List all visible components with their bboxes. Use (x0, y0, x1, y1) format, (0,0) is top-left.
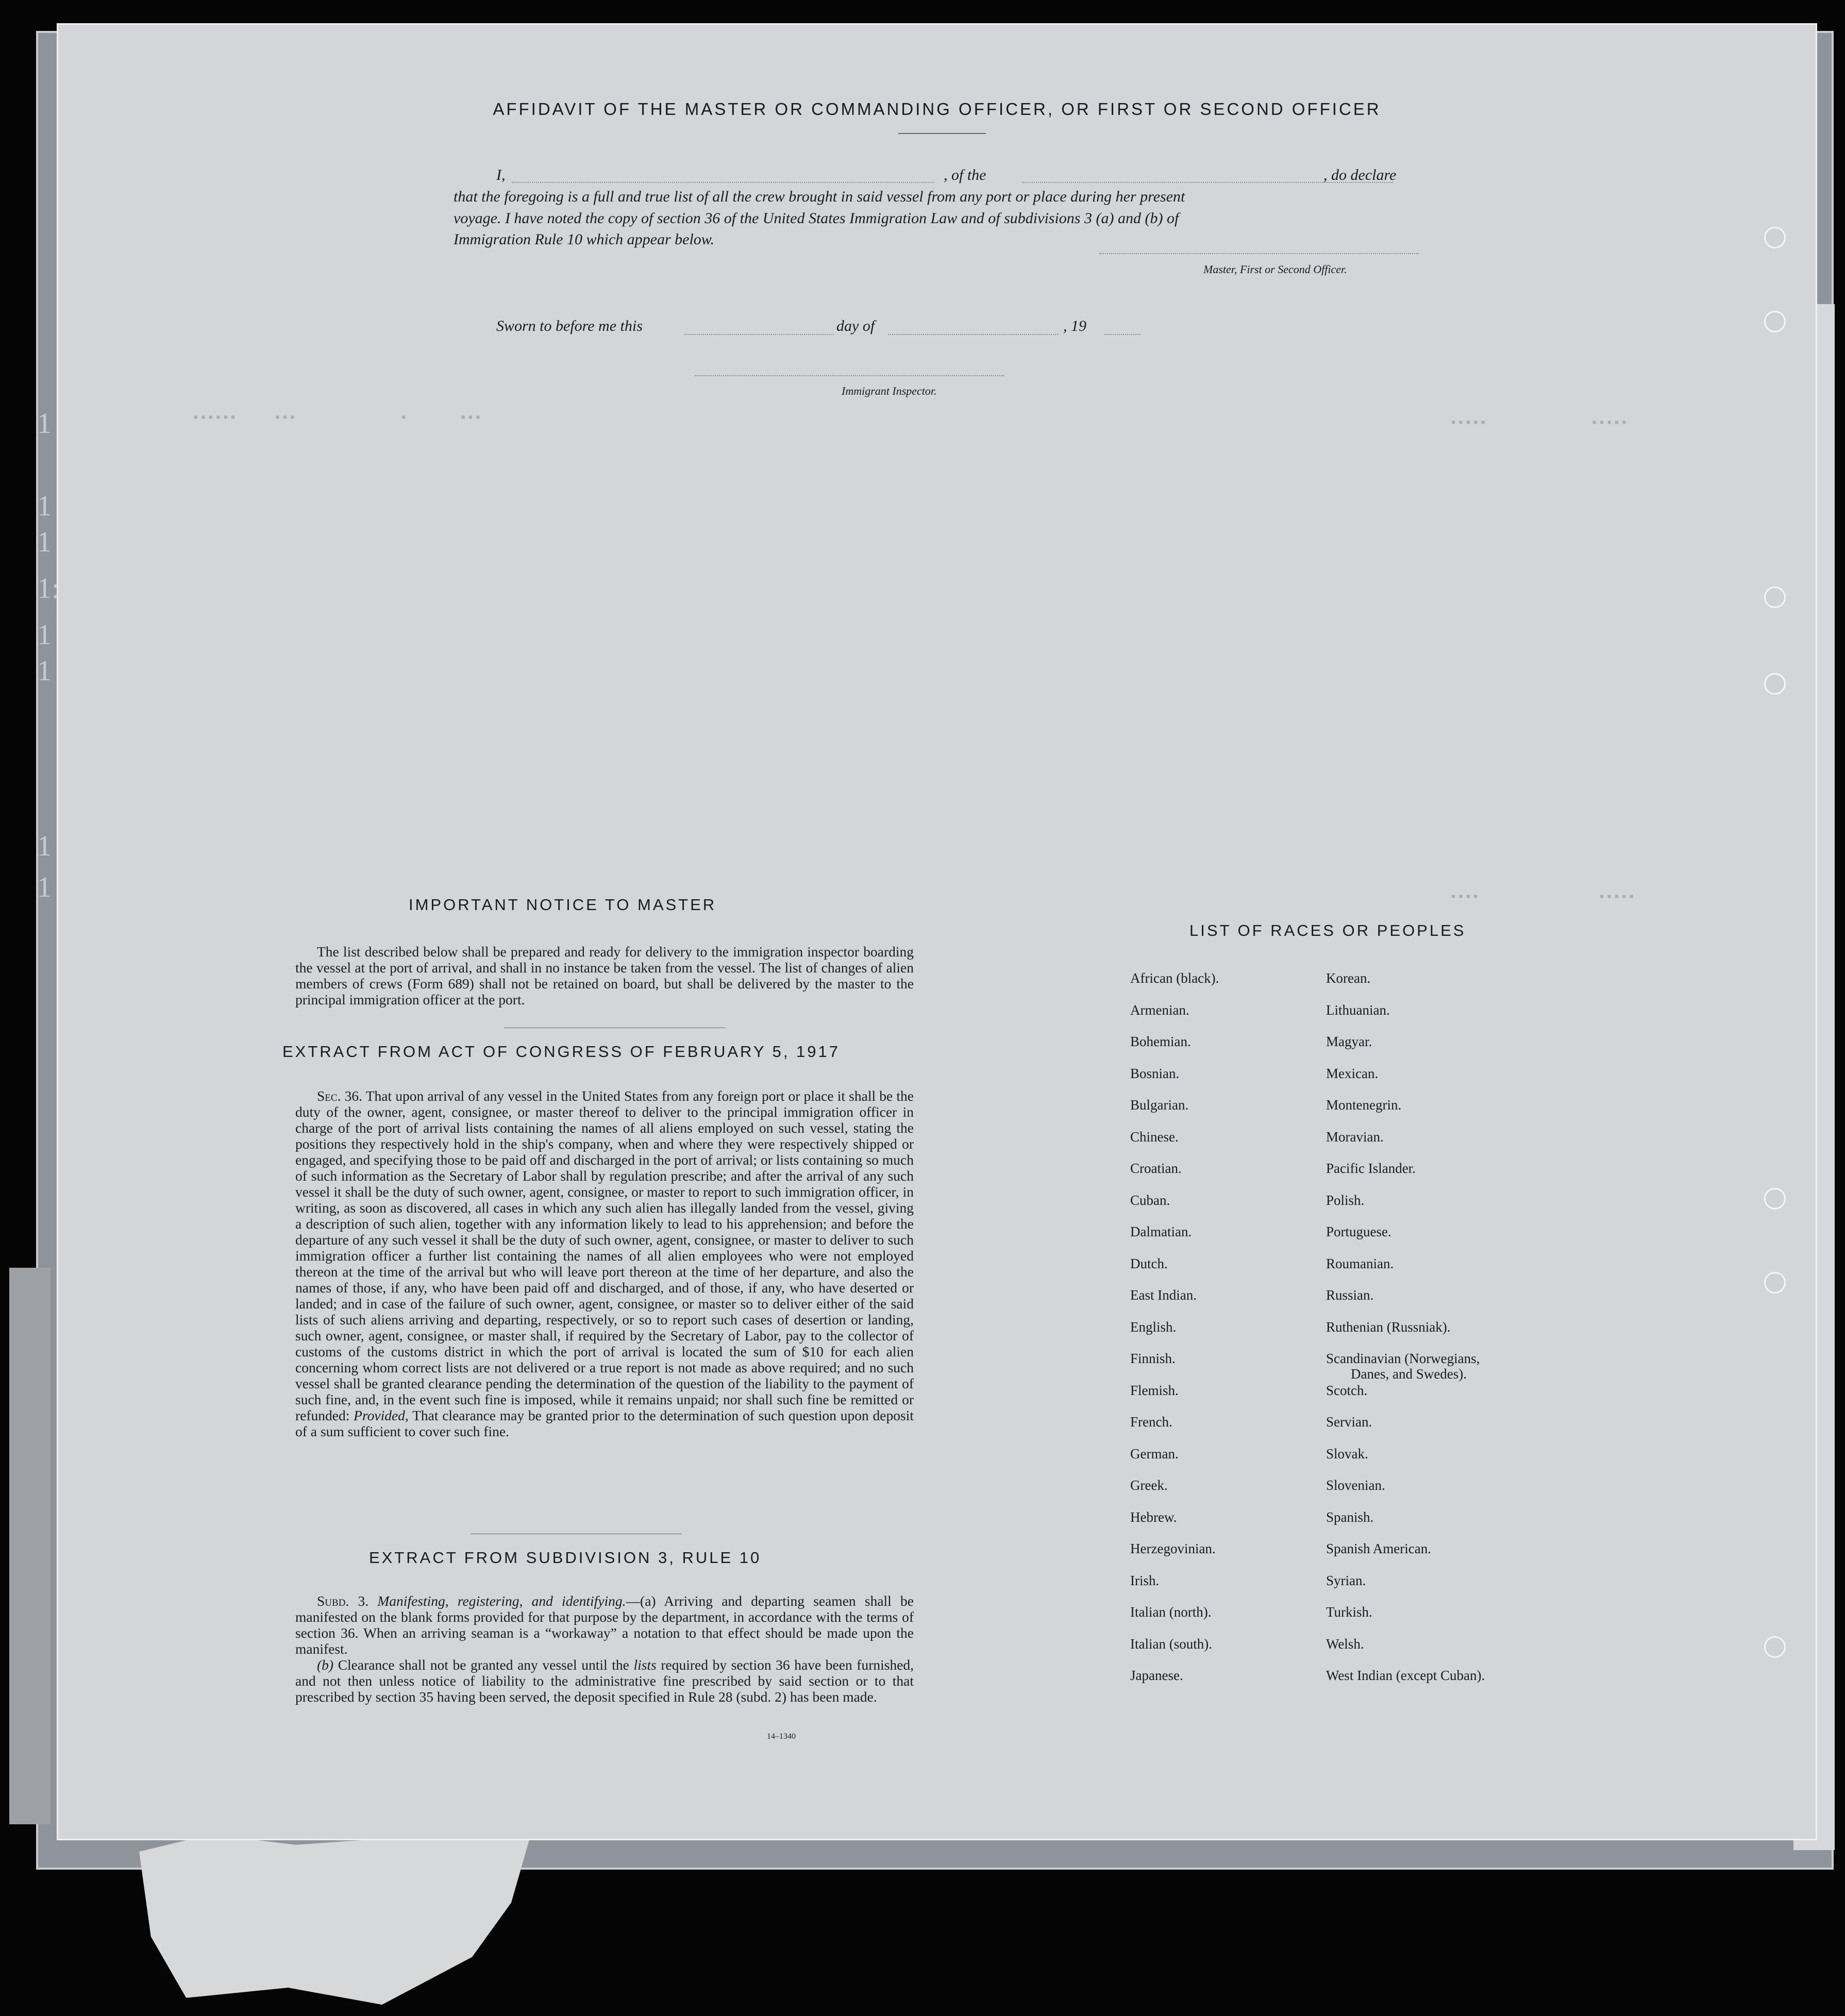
race-item: Bosnian. (1130, 1065, 1180, 1081)
title-rule (898, 133, 986, 134)
race-item: African (black). (1130, 970, 1219, 986)
torn-paper-left (9, 1268, 51, 1824)
race-item: Greek. (1130, 1477, 1168, 1493)
race-item: Slovak. (1326, 1446, 1368, 1461)
inspector-label: Immigrant Inspector. (842, 384, 937, 397)
race-item: Scotch. (1326, 1382, 1368, 1398)
sec-36-text: That upon arrival of any vessel in the United States from any foreign port or place it shall be the duty of the owner, agent, consignee, or master thereof to deliver to the principal immigration officer in charge of the port of arrival lists containing the names of all aliens employed on such vessel, stating the positions they respectively hold in the ship's company, when and where they were respectively shipped or engaged, and specifying those to be paid off and discharged in the port of arrival; or lists containing so much of such information as the Secretary of Labor shall by regulation prescribe; and after the arrival of any such vessel it shall be the duty of such owner, agent, consignee, or master to report to such immigration officer, in writing, as soon as discovered, all cases in which any such alien has illegally landed from the vessel, giving a description of such alien, together with any information likely to lead to his apprehension; and before the departure of any such vessel it shall be the duty of such owner, agent, consignee, or master to deliver to such immigration officer a further list containing the names of all alien employees who were not employed thereon at the time of the arrival but who will leave port thereon at the time of her departure, and also the names of those, if any, who have been paid off and discharged, and of those, if any, who have deserted or landed; and in case of the failure of such owner, agent, consignee, or master so to deliver either of the said lists of such aliens arriving and departing, respectively, or so to report such cases of desertion or landing, such owner, agent, consignee, or master shall, if required by the Secretary of Labor, pay to the collector of customs of the customs district in which the port of arrival is located the sum of $10 for each alien concerning whom correct lists are not delivered or a true report is not made as above required; and no such vessel shall be granted clearance pending the determination of the question of the liability to the payment of such fine, and, in the event such fine is imposed, while it remains unpaid; nor shall such fine be remitted or refunded: (295, 1088, 914, 1423)
affidavit-line-4: Immigration Rule 10 which appear below. (454, 231, 715, 248)
affidavit-line-2: that the foregoing is a full and true list of all the crew brought in said vessel from any port or place during her present (454, 188, 1185, 205)
margin-numeral: 1 (37, 526, 52, 558)
act-title: EXTRACT FROM ACT OF CONGRESS OF FEBRUARY 5, 1917 (282, 1043, 841, 1061)
year-blank[interactable] (1104, 334, 1140, 335)
punch-hole (1764, 1272, 1786, 1293)
race-item: Finnish. (1130, 1351, 1176, 1366)
race-item: Italian (south). (1130, 1636, 1212, 1652)
sec-36-end: That clearance may be granted prior to the determination of such question upon deposit of a sum sufficient to cover such fine. (295, 1407, 914, 1439)
race-item: French. (1130, 1414, 1172, 1430)
signature-blank[interactable] (1099, 253, 1419, 254)
race-item: Turkish. (1326, 1604, 1372, 1620)
race-item: Ruthenian (Russniak). (1326, 1319, 1451, 1335)
torn-paper-bottom (139, 1835, 531, 2005)
race-item: Croatian. (1130, 1161, 1182, 1176)
race-item: West Indian (except Cuban). (1326, 1668, 1485, 1683)
race-item: Irish. (1130, 1572, 1160, 1588)
race-item: English. (1130, 1319, 1177, 1335)
race-item: Bohemian. (1130, 1034, 1191, 1049)
race-item: Italian (north). (1130, 1604, 1212, 1620)
bleed-through-text: ▪▪▪▪▪▪ ▪▪▪ ▪ ▪▪▪ (192, 411, 482, 425)
race-item-scandinavian: Scandinavian (Norwegians, (1326, 1351, 1480, 1366)
race-item: Herzegovinian. (1130, 1541, 1216, 1556)
race-item: Korean. (1326, 970, 1371, 986)
subd-label: Subd. 3. (317, 1593, 369, 1609)
affidavit-declare: , do declare (1323, 166, 1397, 183)
notice-paragraph: The list described below shall be prepared and ready for delivery to the immigration inspector boarding the vessel at the port of arrival, and shall in no instance be taken from the vessel. The list of changes of alien members of crews (Form 689) shall not be retained on board, but shall be delivered by the master to the principal immigration officer at the port. (295, 944, 914, 1007)
month-blank[interactable] (888, 334, 1058, 335)
race-item: Armenian. (1130, 1002, 1189, 1018)
margin-numeral: 1 (37, 408, 52, 440)
para-b-label: (b) (317, 1657, 334, 1673)
margin-numeral: 1 (37, 490, 52, 522)
race-item: East Indian. (1130, 1287, 1197, 1303)
race-item: Spanish American. (1326, 1541, 1431, 1556)
rule-title: EXTRACT FROM SUBDIVISION 3, RULE 10 (369, 1549, 762, 1567)
race-item: German. (1130, 1446, 1179, 1461)
race-item: Bulgarian. (1130, 1097, 1189, 1113)
sworn-text: Sworn to before me this (496, 317, 643, 334)
punch-hole (1764, 1188, 1786, 1209)
race-item: Polish. (1326, 1192, 1365, 1208)
bleed-through-text: ▪▪▪▪ ▪▪▪▪▪ (1450, 891, 1636, 904)
race-item: Chinese. (1130, 1129, 1179, 1145)
race-item-scandinavian-cont: Danes, and Swedes). (1351, 1366, 1467, 1382)
race-item: Moravian. (1326, 1129, 1384, 1145)
race-item: Mexican. (1326, 1065, 1379, 1081)
race-item: Roumanian. (1326, 1255, 1394, 1271)
para-b-text-1: Clearance shall not be granted any vessel until the (338, 1657, 629, 1673)
race-item: Flemish. (1130, 1382, 1179, 1398)
race-item: Syrian. (1326, 1572, 1366, 1588)
race-item: Magyar. (1326, 1034, 1372, 1049)
margin-numeral: 1 (37, 871, 52, 903)
race-item: Servian. (1326, 1414, 1372, 1430)
race-item: Montenegrin. (1326, 1097, 1402, 1113)
day-of-text: day of (836, 317, 875, 334)
subd-title: Manifesting, registering, and identifying. (377, 1593, 626, 1609)
rule-text (295, 1593, 914, 1705)
punch-hole (1764, 1636, 1786, 1658)
para-a-label: —(a) (626, 1593, 656, 1609)
races-left-column (1130, 970, 1219, 1700)
affidavit-line-3: voyage. I have noted the copy of section 36 of the United States Immigration Law and of subdivisions 3 (a) and (b) of (454, 210, 1179, 227)
affidavit-title: AFFIDAVIT OF THE MASTER OR COMMANDING OFFICER, OR FIRST OR SECOND OFFICER (493, 99, 1381, 119)
race-item: Portuguese. (1326, 1224, 1391, 1239)
margin-numeral: 1 (37, 619, 52, 651)
signature-label: Master, First or Second Officer. (1203, 263, 1347, 276)
race-item: Dutch. (1130, 1255, 1168, 1271)
race-item: Russian. (1326, 1287, 1374, 1303)
act-text (295, 1088, 914, 1439)
inspector-blank[interactable] (695, 375, 1004, 376)
punch-hole (1764, 227, 1786, 248)
margin-numeral: 1: (37, 573, 60, 604)
bleed-through-text: ▪▪▪▪▪ ▪▪▪▪▪ (1450, 416, 1628, 430)
races-right-column (1326, 970, 1485, 1700)
notice-title: IMPORTANT NOTICE TO MASTER (409, 896, 717, 914)
race-item: Lithuanian. (1326, 1002, 1390, 1018)
punch-hole (1764, 586, 1786, 608)
race-item: Dalmatian. (1130, 1224, 1192, 1239)
form-page (57, 23, 1817, 1840)
margin-numeral: 1 (37, 655, 52, 687)
races-title: LIST OF RACES OR PEOPLES (1189, 921, 1466, 939)
para-b-text-2: required by section 36 have been furnished, and not then unless notice of liability to the administrative fine prescribed by said section or to that prescribed by section 35 having been served, the deposit specified in Rule 28 (subd. 2) has been made. (295, 1657, 914, 1705)
affidavit-of-the: , of the (944, 166, 986, 183)
race-item: Japanese. (1130, 1668, 1183, 1683)
sec-label: Sec. 36. (317, 1088, 362, 1104)
race-item: Cuban. (1130, 1192, 1170, 1208)
race-item: Pacific Islander. (1326, 1161, 1416, 1176)
margin-numeral: 1 (37, 830, 52, 862)
race-item: Welsh. (1326, 1636, 1364, 1652)
form-number: 14–1340 (767, 1732, 796, 1741)
race-item: Hebrew. (1130, 1509, 1177, 1525)
name-blank[interactable] (512, 182, 934, 183)
year-text: , 19 (1063, 317, 1086, 334)
race-item: Slovenian. (1326, 1477, 1385, 1493)
day-blank[interactable] (684, 334, 834, 335)
punch-hole (1764, 673, 1786, 695)
provided-label: Provided, (354, 1407, 409, 1423)
para-a-text: Arriving and departing seamen shall be manifested on the blank forms provided for that purpose by the department, in accordance with the terms of section 36. When an arriving seaman is a “workaway” a notation to that effect should be made upon the manifest. (295, 1593, 914, 1657)
para-b-lists: lists (633, 1657, 657, 1673)
punch-hole (1764, 311, 1786, 332)
race-item (1326, 1351, 1485, 1383)
notice-text (295, 944, 914, 1007)
race-item: Spanish. (1326, 1509, 1374, 1525)
affidavit-i: I, (496, 166, 506, 183)
